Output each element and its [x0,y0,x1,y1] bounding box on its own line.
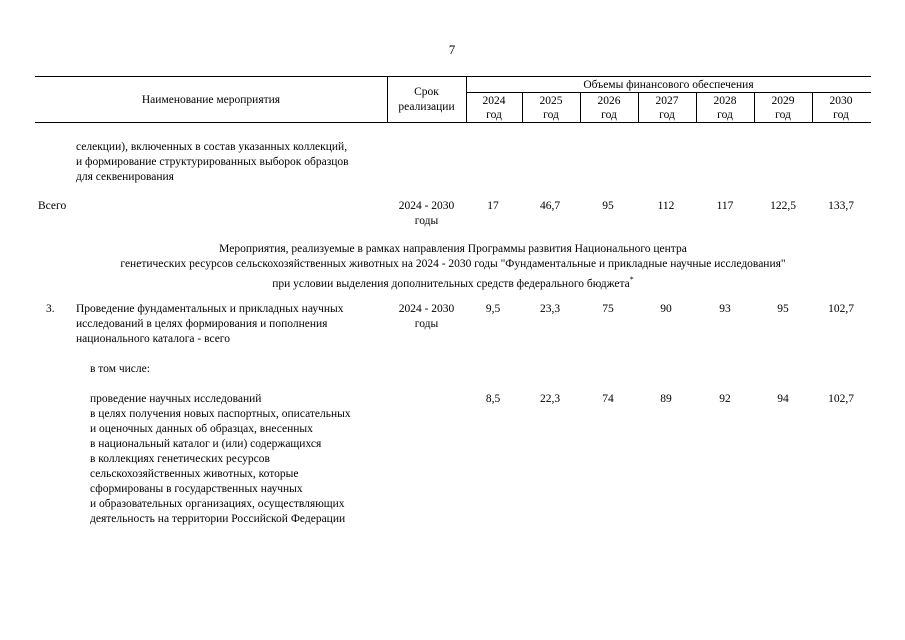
item3-text: Проведение фундаментальных и прикладных научных исследований в целях формирования и пополнения национального каталога - всего [76,303,344,345]
total-value-2028: 117 [716,200,734,212]
total-value-2025: 46,7 [539,200,561,212]
year-sublabel: год [833,109,849,121]
item3-number: 3. [46,303,55,315]
item3-value-2024: 9,5 [485,303,501,315]
item3-value-2026: 75 [602,303,614,315]
subitem-value-2025: 22,3 [539,393,561,405]
section-heading [35,242,871,292]
year-label: 2028 [713,95,737,107]
year-label: 2029 [771,95,795,107]
item3-value-2029: 95 [777,303,789,315]
year-sublabel: год [659,109,675,121]
year-sublabel: год [543,109,559,121]
item3-value-2027: 90 [660,303,672,315]
item3-value-2028: 93 [719,303,731,315]
header-year-2026 [581,94,637,122]
total-term: 2024 - 2030 годы [398,200,455,227]
year-label: 2026 [597,95,621,107]
header-term-line2: реализации [398,101,455,113]
total-value-2029: 122,5 [770,200,796,212]
year-sublabel: год [717,109,733,121]
total-label: Всего [38,200,67,212]
year-sublabel: год [601,109,617,121]
section-heading-line3-text: при условии выделения дополнительных средств федерального бюджета [272,277,630,290]
year-sublabel: год [775,109,791,121]
year-label: 2030 [829,95,853,107]
total-value-2030: 133,7 [828,200,854,212]
subitem-value-2028: 92 [719,393,731,405]
item3-value-2025: 23,3 [539,303,561,315]
subitem-value-2027: 89 [660,393,672,405]
header-term-column [387,85,466,115]
header-bottom-rule [35,122,871,123]
subitem-value-2029: 94 [777,393,789,405]
year-label: 2025 [539,95,563,107]
page-number: 7 [448,42,456,57]
header-year-2024 [466,94,522,122]
total-value-2027: 112 [657,200,675,212]
subitem-value-2030: 102,7 [828,393,854,405]
footnote-mark: * [629,275,634,284]
header-name-column: Наименование мероприятия [141,94,281,106]
year-label: 2027 [655,95,679,107]
total-value-2024: 17 [487,200,499,212]
year-sublabel: год [486,109,502,121]
subitem-text: проведение научных исследований в целях получения новых паспортных, описательных и оценочных данных об образцах, внесенных в национальный каталог и (или) содержащихся в коллекциях генетических ресурсов сельскохозяйственных животных, которые сформированы в государственных научных и образовательных организациях, осуществляющих деятельность на территории Российской Федерации [90,393,351,525]
total-value-2026: 95 [602,200,614,212]
including-label: в том числе: [90,363,150,375]
section-heading-line2: генетических ресурсов сельскохозяйственных животных на 2024 - 2030 годы "Фундаментальные и прикладные научные исследования" [120,258,786,270]
subitem-value-2026: 74 [602,393,614,405]
header-term-line1: Срок [414,86,439,98]
item3-value-2030: 102,7 [828,303,854,315]
header-top-rule [35,76,871,77]
item3-term: 2024 - 2030 годы [398,303,455,330]
subitem-value-2024: 8,5 [485,393,501,405]
section-heading-line1: Мероприятия, реализуемые в рамках направления Программы развития Национального центра [219,243,687,255]
header-year-2028 [697,94,753,122]
header-year-2030 [813,94,869,122]
section-heading-line3 [35,272,871,292]
year-label: 2024 [482,95,506,107]
header-year-2025 [523,94,579,122]
header-funding: Объемы финансового обеспечения [583,79,754,91]
header-year-2029 [755,94,811,122]
header-year-2027 [639,94,695,122]
continuation-text: селекции), включенных в состав указанных коллекций, и формирование структурированных выборок образцов для секвенирования [76,141,349,183]
